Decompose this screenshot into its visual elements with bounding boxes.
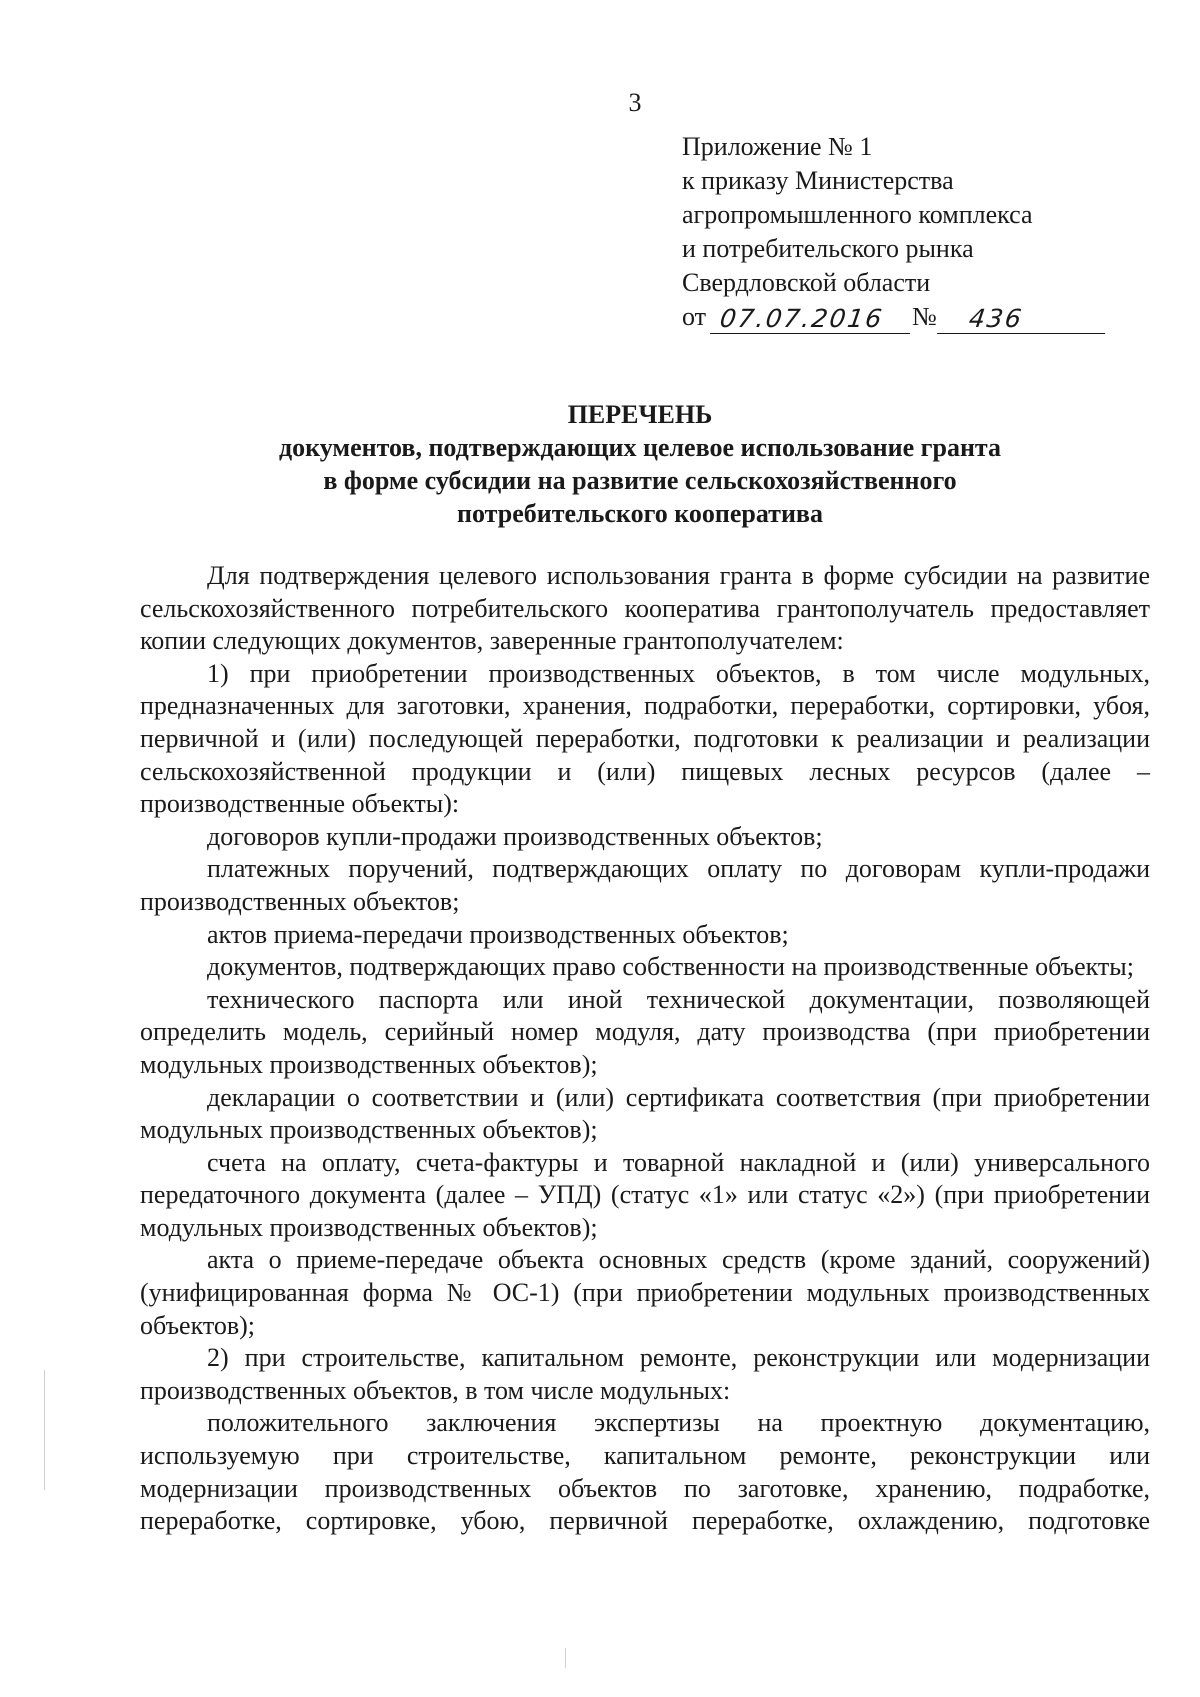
scan-artifact-line — [44, 1370, 45, 1490]
annex-line: и потребительского рынка — [682, 234, 974, 263]
title-heading: ПЕРЕЧЕНЬ — [567, 400, 713, 429]
annex-line: Свердловской области — [682, 268, 931, 297]
date-prefix: от — [682, 302, 707, 331]
body-paragraph: счета на оплату, счета-фактуры и товарной накладной и (или) универсального передаточного документа (далее – УПД) (статус «1» или статус «2») (при приобретении модульных производственных объектов); — [140, 1147, 1150, 1242]
document-body — [140, 560, 1150, 1538]
body-paragraph: документов, подтверждающих право собственности на производственные объекты; — [207, 952, 1134, 982]
body-paragraph: 1) при приобретении производственных объектов, в том числе модульных, предназначенных для заготовки, хранения, подработки, переработки, сортировки, убоя, первичной и (или) последующей переработки, подготовки к реализации и реализации сельскохозяйственной продукции и (или) пищевых лесных ресурсов (далее – производственные объекты): — [140, 658, 1150, 819]
number-prefix: № — [912, 302, 937, 331]
annex-line: агропромышленного комплекса — [682, 200, 1033, 229]
page-number: 3 — [628, 88, 642, 117]
annex-line: Приложение № 1 — [682, 132, 873, 161]
body-paragraph: акта о приеме-передаче объекта основных средств (кроме зданий, сооружений) (унифицированная форма № ОС-1) (при приобретении модульных производственных объектов); — [140, 1245, 1150, 1340]
title-line: в форме субсидии на развитие сельскохозяйственного — [323, 466, 957, 495]
scan-artifact-line — [565, 1648, 566, 1668]
body-paragraph: договоров купли-продажи производственных объектов; — [207, 821, 823, 851]
annex-block — [682, 130, 1112, 334]
handwritten-number: 436 — [937, 306, 1109, 334]
document-title — [130, 398, 1150, 530]
title-line: документов, подтверждающих целевое использование гранта — [278, 433, 1002, 462]
body-paragraph: положительного заключения экспертизы на проектную документацию, используемую при строительстве, капитальном ремонте, реконструкции или модернизации производственных объектов по заготовке, хранению, подработке, переработке, сортировке, убою, первичной переработке, охлаждению, подготовке — [140, 1408, 1150, 1536]
body-paragraph: актов приема-передачи производственных объектов; — [207, 919, 789, 949]
body-paragraph: платежных поручений, подтверждающих оплату по договорам купли-продажи производственных объектов; — [140, 854, 1150, 916]
body-paragraph: 2) при строительстве, капитальном ремонте, реконструкции или модернизации производственных объектов, в том числе модульных: — [140, 1343, 1150, 1405]
order-date-number-line — [682, 300, 1112, 334]
body-paragraph: технического паспорта или иной технической документации, позволяющей определить модель, серийный номер модуля, дату производства (при приобретении модульных производственных объектов); — [140, 984, 1150, 1079]
annex-line: к приказу Министерства — [682, 166, 954, 195]
body-paragraph: декларации о соответствии и (или) сертификата соответствия (при приобретении модульных производственных объектов); — [140, 1082, 1150, 1145]
title-line: потребительского кооператива — [457, 499, 823, 528]
handwritten-date: 07.07.2016 — [710, 306, 914, 334]
body-paragraph: Для подтверждения целевого использования гранта в форме субсидии на развитие сельскохозяйственного потребительского кооператива грантополучатель предоставляет копии следующих документов, заверенные грантополучателем: — [140, 561, 1150, 656]
